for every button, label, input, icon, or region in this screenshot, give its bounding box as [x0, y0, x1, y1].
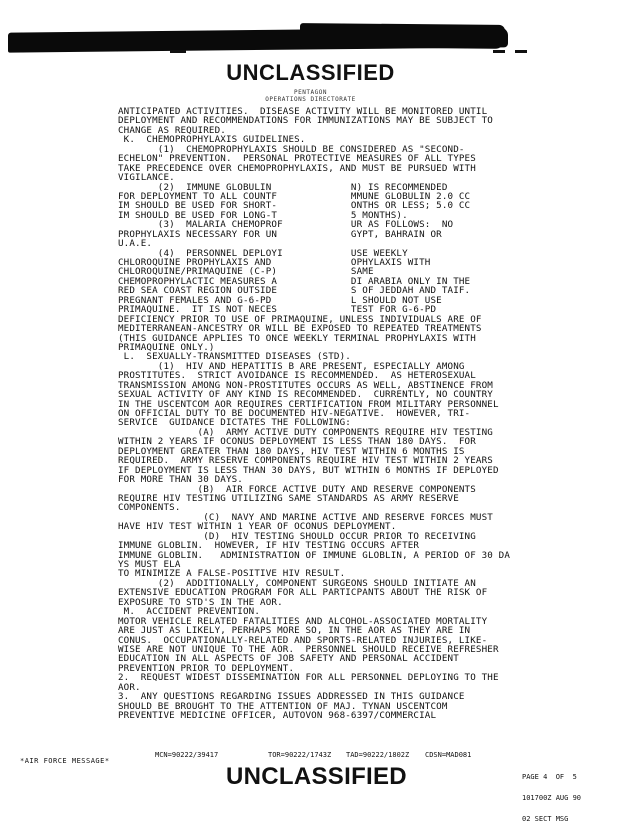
mcn-field: MCN=90222/39417	[155, 751, 219, 759]
page-info	[522, 760, 581, 830]
scan-artifact	[493, 50, 505, 53]
classification-header: UNCLASSIFIED	[226, 60, 395, 85]
body-line: WITHIN 2 YEARS IF OCONUS DEPLOYMENT IS LESS THAN 180 DAYS. FOR	[118, 436, 476, 448]
scan-artifact	[170, 50, 186, 53]
body-line: REQUIRED. ARMY RESERVE COMPONENTS REQUIRE HIV TEST WITHIN 2 YEARS	[118, 455, 493, 467]
tor-field: TOR=90222/1743Z	[268, 751, 332, 759]
body-line: FOR DEPLOYMENT TO ALL COUNTF MMUNE GLOBULIN 2.0 CC	[118, 190, 471, 202]
body-line: CONUS. OCCUPATIONALLY-RELATED AND SPORTS-RELATED INJURIES, LIKE-	[118, 634, 488, 646]
body-line: MOTOR VEHICLE RELATED FATALITIES AND ALCOHOL-ASSOCIATED MORTALITY	[118, 615, 488, 627]
body-line: RED SEA COAST REGION OUTSIDE S OF JEDDAH AND TAIF.	[118, 285, 471, 297]
body-line: MEDITERRANEAN-ANCESTRY OR WILL BE EXPOSED TO REPEATED TREATMENTS	[118, 323, 482, 335]
body-line: VIGILANCE.	[118, 172, 175, 184]
body-line: CHEMOPROPHYLACTIC MEASURES A DI ARABIA ONLY IN THE	[118, 275, 471, 287]
body-line: (THIS GUIDANCE APPLIES TO ONCE WEEKLY TERMINAL PROPHYLAXIS WITH	[118, 332, 476, 344]
body-line: 3. ANY QUESTIONS REGARDING ISSUES ADDRESSED IN THIS GUIDANCE	[118, 691, 465, 703]
redaction-bar-right	[300, 23, 505, 49]
origin-line-2: OPERATIONS DIRECTORATE	[265, 96, 356, 103]
body-line: SEXUAL ACTIVITY OF ANY KIND IS RECOMMENDED. CURRENTLY, NO COUNTRY	[118, 389, 493, 401]
body-line: DEFICIENCY PRIOR TO USE OF PRIMAQUINE, UNLESS INDIVIDUALS ARE OF	[118, 313, 482, 325]
body-line: IM SHOULD BE USED FOR SHORT- ONTHS OR LESS; 5.0 CC	[118, 200, 471, 212]
body-line: PREVENTION PRIOR TO DEPLOYMENT.	[118, 662, 295, 674]
body-line: EXTENSIVE EDUCATION PROGRAM FOR ALL PARTICPANTS ABOUT THE RISK OF	[118, 587, 488, 599]
body-line: CHANGE AS REQUIRED.	[118, 124, 226, 136]
body-line: FOR MORE THAN 30 DAYS.	[118, 474, 243, 486]
body-line: ECHELON" PREVENTION. PERSONAL PROTECTIVE MEASURES OF ALL TYPES	[118, 153, 476, 165]
cdsn-field: CDSN=MAD081	[425, 751, 472, 759]
body-line: WISE ARE NOT UNIQUE TO THE AOR. PERSONNEL SHOULD RECEIVE REFRESHER	[118, 643, 499, 655]
body-line: (4) PERSONNEL DEPLOYI USE WEEKLY	[118, 247, 408, 259]
body-line: (3) MALARIA CHEMOPROF UR AS FOLLOWS: NO	[118, 219, 454, 231]
body-line: SERVICE GUIDANCE DICTATES THE FOLLOWING:	[118, 417, 351, 429]
body-line: AOR.	[118, 681, 141, 693]
message-body	[118, 107, 598, 720]
origin-line-1: PENTAGON	[294, 89, 327, 96]
date-time-group: 101700Z AUG 90	[522, 794, 582, 802]
tad-field: TAD=90222/1802Z	[346, 751, 410, 759]
body-line: IMMUNE GLOBLIN. HOWEVER, IF HIV TESTING OCCURS AFTER	[118, 540, 420, 552]
body-line: (B) AIR FORCE ACTIVE DUTY AND RESERVE COMPONENTS	[118, 483, 476, 495]
body-line: DEPLOYMENT AND RECOMMENDATIONS FOR IMMUNIZATIONS MAY BE SUBJECT TO	[118, 115, 493, 127]
body-line: (2) IMMUNE GLOBULIN N) IS RECOMMENDED	[118, 181, 448, 193]
body-line: HAVE HIV TEST WITHIN 1 YEAR OF OCONUS DEPLOYMENT.	[118, 521, 397, 533]
message-type: *AIR FORCE MESSAGE*	[20, 757, 110, 765]
body-line: ANTICIPATED ACTIVITIES. DISEASE ACTIVITY WILL BE MONITORED UNTIL	[118, 106, 488, 117]
body-line: (1) CHEMOPROPHYLAXIS SHOULD BE CONSIDERED AS "SECOND-	[118, 143, 465, 155]
body-line: EXPOSURE TO STD'S IN THE AOR.	[118, 596, 283, 608]
body-line: PREVENTIVE MEDICINE OFFICER, AUTOVON 968-6397/COMMERCIAL	[118, 710, 437, 721]
body-line: YS MUST ELA	[118, 559, 181, 570]
body-line: (1) HIV AND HEPATITIS B ARE PRESENT, ESPECIALLY AMONG	[118, 360, 465, 372]
body-line: TRANSMISSION AMONG NON-PROSTITUTES OCCURS AS WELL, ABSTINENCE FROM	[118, 379, 493, 391]
body-line: PREGNANT FEMALES AND G-6-PD L SHOULD NOT USE	[118, 294, 442, 306]
body-line: TO MINIMIZE A FALSE-POSITIVE HIV RESULT.	[118, 568, 346, 580]
body-line: PROSTITUTES. STRICT AVOIDANCE IS RECOMMENDED. AS HETEROSEXUAL	[118, 370, 476, 382]
body-line: ARE JUST AS LIKELY, PERHAPS MORE SO, IN THE AOR AS THEY ARE IN	[118, 625, 471, 637]
classification-footer: UNCLASSIFIED	[226, 763, 407, 790]
body-line: IF DEPLOYMENT IS LESS THAN 30 DAYS, BUT WITHIN 6 MONTHS IF DEPLOYED	[118, 464, 499, 476]
page-number: PAGE 4 OF 5	[522, 773, 577, 781]
body-line: IN THE USCENTCOM AOR REQUIRES CERTIFICATION FROM MILITARY PERSONNEL	[118, 398, 499, 410]
body-line: EDUCATION IN ALL ASPECTS OF JOB SAFETY AND PERSONAL ACCIDENT	[118, 653, 459, 665]
body-line: L. SEXUALLY-TRANSMITTED DISEASES (STD).	[118, 351, 351, 363]
body-line: COMPONENTS.	[118, 502, 181, 514]
body-line: IMMUNE GLOBLIN. ADMINISTRATION OF IMMUNE GLOBLIN, A PERIOD OF 30 DA	[118, 549, 511, 561]
body-line: IM SHOULD BE USED FOR LONG-T 5 MONTHS).	[118, 209, 408, 221]
body-line: SHOULD BE BROUGHT TO THE ATTENTION OF MAJ. TYNAN USCENTCOM	[118, 700, 448, 712]
body-line: REQUIRE HIV TESTING UTILIZING SAME STANDARDS AS ARMY RESERVE	[118, 492, 459, 504]
body-line: TAKE PRECEDENCE OVER CHEMOPROPHYLAXIS, AND MUST BE PURSUED WITH	[118, 162, 476, 174]
scan-artifact	[515, 50, 527, 53]
body-line: (D) HIV TESTING SHOULD OCCUR PRIOR TO RECEIVING	[118, 530, 476, 542]
body-line: (2) ADDITIONALLY, COMPONENT SURGEONS SHOULD INITIATE AN	[118, 577, 476, 589]
body-line: K. CHEMOPROPHYLAXIS GUIDELINES.	[118, 134, 306, 146]
body-line: (C) NAVY AND MARINE ACTIVE AND RESERVE FORCES MUST	[118, 511, 493, 523]
section-info: 02 SECT MSG	[522, 815, 569, 823]
body-line: 2. REQUEST WIDEST DISSEMINATION FOR ALL PERSONNEL DEPLOYING TO THE	[118, 672, 499, 684]
body-line: PROPHYLAXIS NECESSARY FOR UN GYPT, BAHRAIN OR	[118, 228, 442, 240]
body-line: (A) ARMY ACTIVE DUTY COMPONENTS REQUIRE HIV TESTING	[118, 426, 493, 438]
body-line: CHLOROQUINE/PRIMAQUINE (C-P) SAME	[118, 266, 374, 278]
body-line: M. ACCIDENT PREVENTION.	[118, 606, 261, 618]
body-line: DEPLOYMENT GREATER THAN 180 DAYS, HIV TEST WITHIN 6 MONTHS IS	[118, 445, 465, 457]
body-line: PRIMAQUINE. IT IS NOT NECES TEST FOR G-6-PD	[118, 304, 437, 316]
body-line: ON OFFICIAL DUTY TO BE DOCUMENTED HIV-NEGATIVE. HOWEVER, TRI-	[118, 408, 471, 419]
body-line: PRIMAQUINE ONLY.)	[118, 341, 215, 353]
body-line: U.A.E.	[118, 238, 153, 250]
body-line: CHLOROQUINE PROPHYLAXIS AND OPHYLAXIS WITH	[118, 257, 431, 268]
